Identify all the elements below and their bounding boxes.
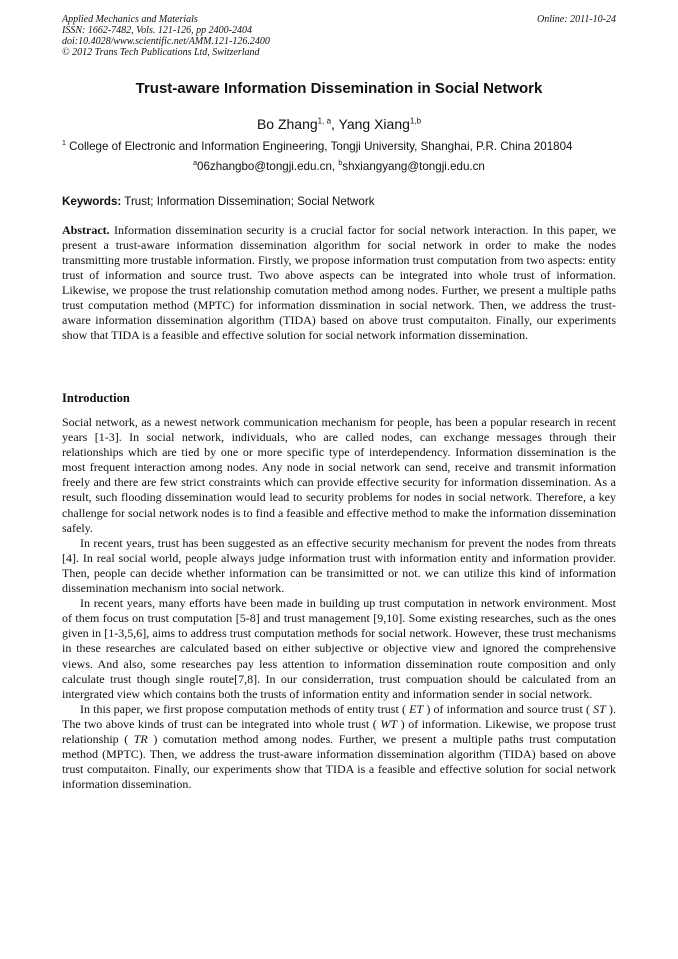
affiliation-mark: 1	[62, 140, 66, 148]
doi-line: doi:10.4028/www.scientific.net/AMM.121-126.2400	[62, 36, 270, 47]
abstract-label: Abstract.	[62, 223, 110, 237]
section-heading-introduction: Introduction	[62, 391, 130, 405]
intro-paragraph: In recent years, many efforts have been made in building up trust computation in network environment. Most of them focus on trust computation [5-8] and trust management [9,10]. Some existing researches, such as the ones given in [1-3,5,6], aims to address trust computation methods for social network. However, these trust mechanisms in these researches are calculated based on either subjective or objective view and ignored the comprehensive views. And also, some researches pay less attention to information dissemination route composition and only calculate trust though single route[7,8]. In our considerration, trust compuation should be calculated from an intergrated view which contains both the trusts of information entity and information sender in social network.	[62, 596, 616, 701]
keywords-label: Keywords:	[62, 195, 122, 208]
keywords-text: Trust; Information Dissemination; Social Network	[124, 195, 375, 208]
author-line	[62, 116, 616, 132]
symbol-wt: WT	[380, 716, 398, 731]
intro-text: ) comutation method among nodes. Further, we present a multiple paths trust computation method (MPTC). Then, we address the trust-aware information dissemination algorithm (TIDA) based on above trust computaiton. Finally, our experiments show that TIDA is a feasible and effective solution for social network information dissemination.	[62, 731, 616, 792]
abstract	[62, 223, 616, 343]
online-date: Online: 2011-10-24	[537, 14, 616, 25]
author-name: Yang Xiang	[338, 116, 410, 132]
intro-paragraph: In recent years, trust has been suggested as an effective security mechanism for prevent the nodes from threats [4]. In real social world, people always judge information trust with information entity and information provider. Then, people can decide whether information can be transimitted or not. we can utilize this kind of information dissemination mechanism into social network.	[62, 535, 616, 596]
abstract-text: Information dissemination security is a crucial factor for social network interaction. In this paper, we present a trust-aware information dissemination algorithm for social network in order to make the nodes transmitting more trustable information. Firstly, we propose information trust computation from two aspects: entity trust of information and source trust. Two above aspects can be integrated into whole trust of information. Likewise, we propose the trust relationship comutation method among nodes. Further, we present a multiple paths trust computation method (MPTC) for information dissmination in social network. Then, we address the trust-aware information dissemination algorithm (TIDA) based on above trust computaiton. Finally, our experiments show that TIDA is a feasible and effective solution for social network information dissemination.	[62, 223, 617, 342]
keywords	[62, 195, 616, 208]
symbol-st: ST	[593, 701, 606, 716]
affiliation	[62, 140, 616, 153]
email-separator: ,	[331, 160, 339, 173]
copyright-line: © 2012 Trans Tech Publications Ltd, Switzerland	[62, 47, 260, 58]
introduction-body	[62, 415, 616, 792]
intro-text: ). The two above kinds of trust can be integrated into whole trust (	[62, 701, 617, 731]
paper-title: Trust-aware Information Dissemination in Social Network	[135, 80, 543, 97]
author-affiliation-mark: 1,b	[409, 116, 422, 126]
email-mark: b	[338, 160, 343, 168]
affiliation-text: College of Electronic and Information Engineering, Tongji University, Shanghai, P.R. China 201804	[69, 140, 573, 153]
email-address: shxiangyang@tongji.edu.cn	[342, 160, 485, 173]
email-address: 06zhangbo@tongji.edu.cn	[197, 160, 332, 173]
intro-text: In this paper, we first propose computation methods of entity trust (	[80, 701, 410, 716]
email-mark: a	[193, 160, 197, 168]
issn-line: ISSN: 1662-7482, Vols. 121-126, pp 2400-2404	[62, 25, 252, 36]
symbol-et: ET	[409, 701, 424, 716]
author-separator: ,	[331, 116, 339, 132]
author-name: Bo Zhang	[256, 116, 318, 132]
symbol-tr: TR	[133, 731, 148, 746]
intro-text: ) of information and source trust (	[423, 701, 594, 716]
journal-name: Applied Mechanics and Materials	[62, 14, 198, 25]
author-affiliation-mark: 1, a	[317, 116, 332, 126]
intro-paragraph: Social network, as a newest network communication mechanism for people, has been a popular research in recent years [1-3]. In social network, individuals, who are called nodes, can exchange messages through their relationships which are tied by one or more specific type of interdependency. Information dissemination is the most frequent interaction among nodes. Any node in social network can send, receive and transmit information freely and there are few strict constraints which can provide effective security for information dissemination. As a result, such flooding dissemination would lead to security problems for nodes in social network. Therefore, a key challenge for social network nodes is to find a feasible and effective method to make the information dissemination safely.	[62, 415, 616, 535]
intro-paragraph	[62, 702, 616, 793]
email-line	[62, 160, 616, 173]
journal-header	[62, 14, 616, 58]
intro-text: ) of information. Likewise, we propose trust relationship (	[62, 716, 617, 746]
